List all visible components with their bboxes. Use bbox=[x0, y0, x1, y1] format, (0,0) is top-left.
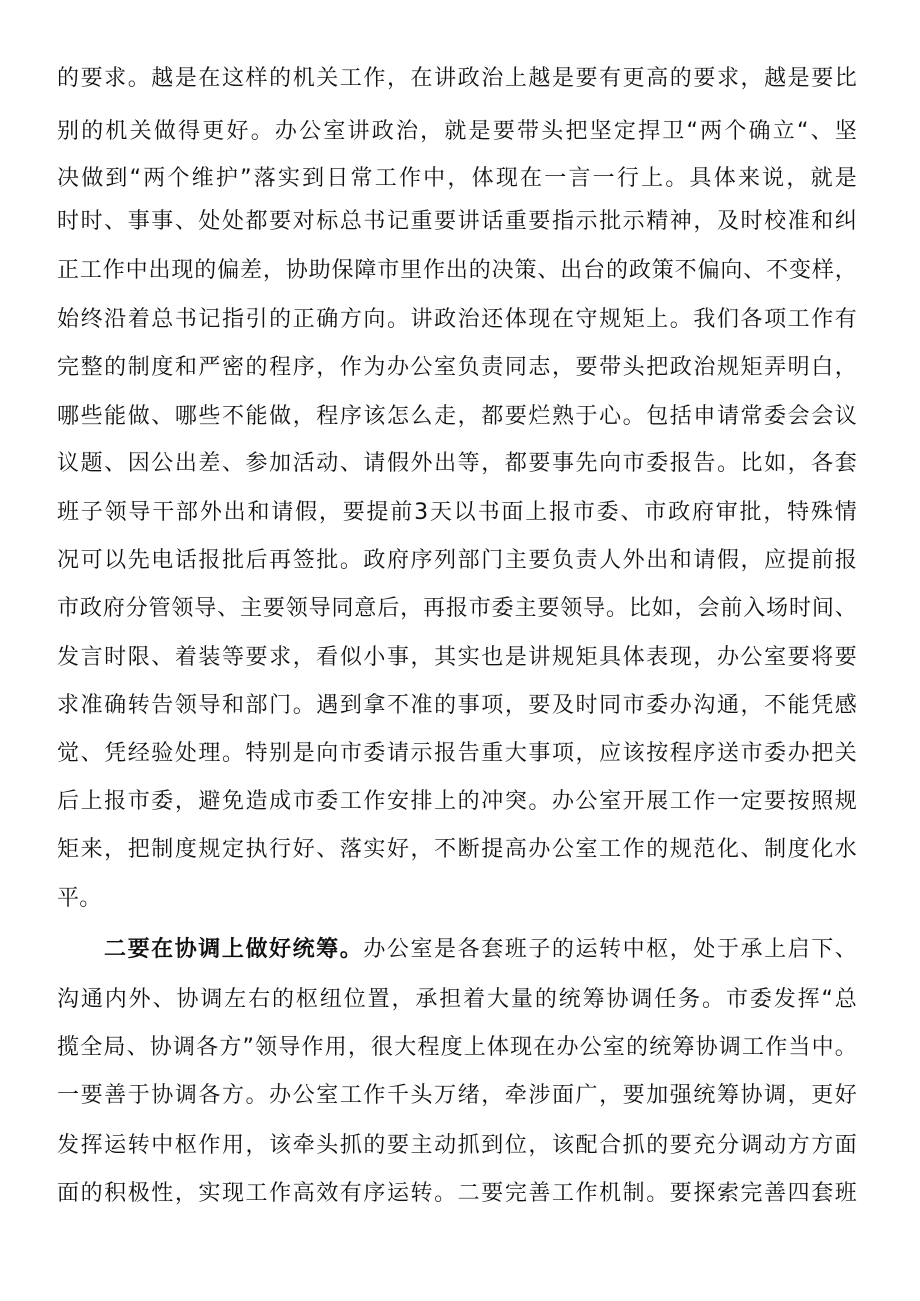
paragraph-heading-line bbox=[104, 935, 857, 965]
section-heading: 二要在协调上做好统筹。 bbox=[104, 937, 364, 962]
text-line: 正工作中出现的偏差，协助保障市里作出的决策、出台的政策不偏向、不变样， bbox=[57, 258, 857, 283]
text-line: 班子领导干部外出和请假，要提前3天以书面上报市委、市政府审批，特殊情 bbox=[57, 500, 857, 525]
heading-line-text: 办公室是各套班子的运转中枢，处于承上启下、 bbox=[363, 937, 858, 962]
text-line: 后上报市委，避免造成市委工作安排上的冲突。办公室开展工作一定要按照规 bbox=[57, 789, 857, 814]
text-line: 始终沿着总书记指引的正确方向。讲政治还体现在守规矩上。我们各项工作有 bbox=[57, 307, 857, 332]
text-line: 的要求。越是在这样的机关工作，在讲政治上越是要有更高的要求，越是要比 bbox=[57, 66, 857, 91]
text-line: 议题、因公出差、参加活动、请假外出等，都要事先向市委报告。比如，各套 bbox=[57, 451, 857, 476]
text-line: 一要善于协调各方。办公室工作千头万绪，牵涉面广，要加强统筹协调，更好 bbox=[57, 1083, 857, 1108]
text-line: 市政府分管领导、主要领导同意后，再报市委主要领导。比如，会前入场时间、 bbox=[57, 596, 857, 621]
text-line: 求准确转告领导和部门。遇到拿不准的事项，要及时同市委办沟通，不能凭感 bbox=[57, 693, 857, 718]
text-line: 矩来，把制度规定执行好、落实好，不断提高办公室工作的规范化、制度化水 bbox=[57, 837, 857, 862]
text-line: 揽全局、协调各方”领导作用，很大程度上体现在办公室的统筹协调工作当中。 bbox=[57, 1035, 857, 1060]
text-line: 别的机关做得更好。办公室讲政治，就是要带头把坚定捍卫“两个确立“、坚 bbox=[57, 119, 857, 144]
text-line: 觉、凭经验处理。特别是向市委请示报告重大事项，应该按程序送市委办把关 bbox=[57, 741, 857, 766]
text-line: 哪些能做、哪些不能做，程序该怎么走，都要烂熟于心。包括申请常委会会议 bbox=[57, 404, 857, 429]
text-line: 完整的制度和严密的程序，作为办公室负责同志，要带头把政治规矩弄明白， bbox=[57, 355, 857, 380]
text-line: 发言时限、着装等要求，看似小事，其实也是讲规矩具体表现，办公室要将要 bbox=[57, 645, 857, 670]
text-line: 沟通内外、协调左右的枢纽位置，承担着大量的统筹协调任务。市委发挥“总 bbox=[57, 987, 857, 1012]
text-line: 发挥运转中枢作用，该牵头抓的要主动抓到位，该配合抓的要充分调动方方面 bbox=[57, 1133, 857, 1158]
text-line: 面的积极性，实现工作高效有序运转。二要完善工作机制。要探索完善四套班 bbox=[57, 1181, 857, 1206]
text-line: 决做到“两个维护”落实到日常工作中，体现在一言一行上。具体来说，就是 bbox=[57, 166, 857, 191]
text-line-last: 平。 bbox=[57, 886, 102, 911]
text-line: 时时、事事、处处都要对标总书记重要讲话重要指示批示精神，及时校准和纠 bbox=[57, 209, 857, 234]
text-line: 况可以先电话报批后再签批。政府序列部门主要负责人外出和请假，应提前报 bbox=[57, 548, 857, 573]
